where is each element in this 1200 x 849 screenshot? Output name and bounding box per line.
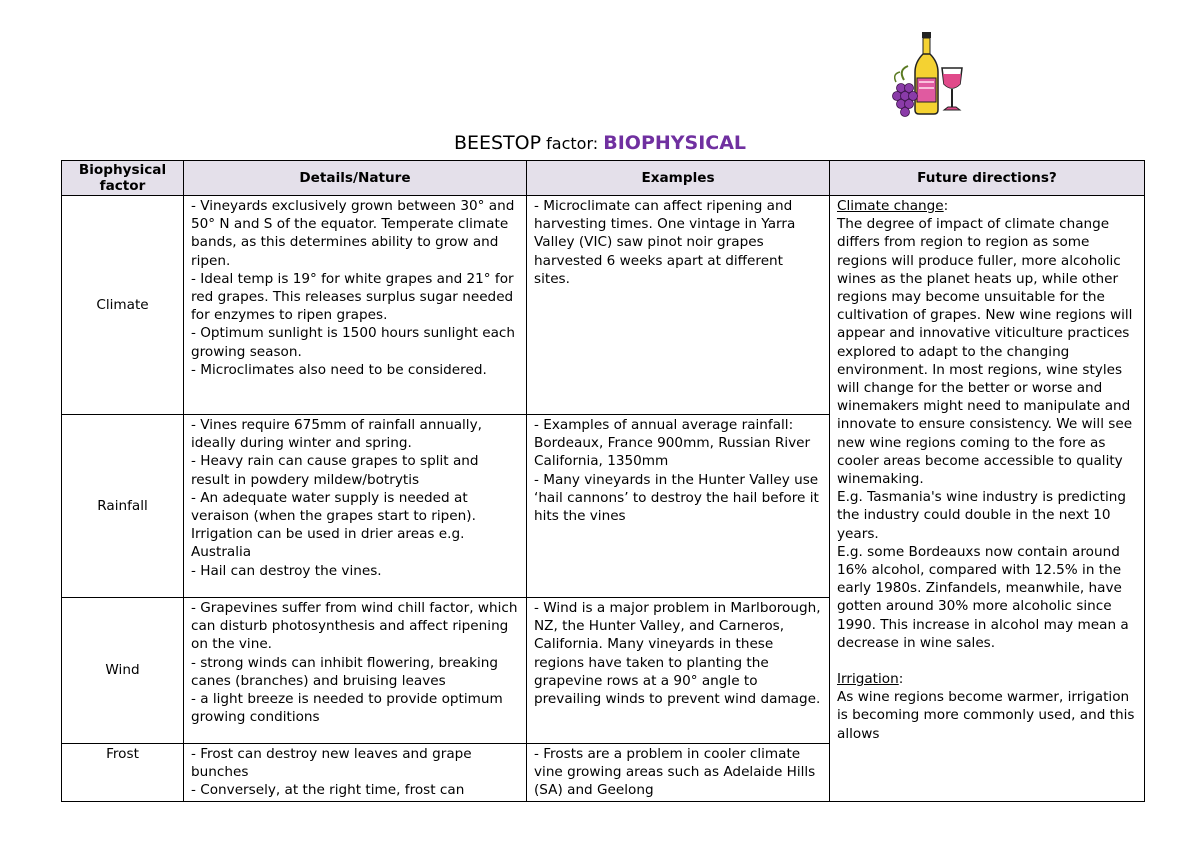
title-highlight: BIOPHYSICAL — [603, 132, 747, 154]
title-factor-word: factor: — [541, 134, 604, 153]
examples-cell: - Frosts are a problem in cooler climate vine growing areas such as Adelaide Hills (SA) and Geelong — [527, 744, 830, 802]
wine-bottle-grapes-glass-icon — [890, 30, 968, 122]
table-row — [62, 196, 1145, 415]
climate-change-text: The degree of impact of climate change differs from region to region as some regions will produce fuller, more alcoholic wines as the planet heats up, while other regions may become unsuitable for the cultivation of grapes. New wine regions will appear and innovative viticulture practices explored to adapt to the changing environment. In most regions, wine styles will change for the better or worse and winemakers might need to manipulate and innovate to ensure consistency. We will see new wine regions coming to the fore as cooler areas become accessible to quality winemaking. E.g. Tasmania's wine industry is predicting the industry could double in the next 10 years. E.g. some Bordeauxs now contain around 16% alcohol, compared with 12.5% in the early 1980s. Zinfandels, meanwhile, have gotten around 30% more alcoholic since 1990. This increase in alcohol may mean a decrease in wine sales. — [837, 216, 1133, 651]
details-cell: - Vines require 675mm of rainfall annually, ideally during winter and spring. - Heavy rain can cause grapes to split and result in powdery mildew/botrytis - An adequate water supply is needed at veraison (when the grapes start to ripen). Irrigation can be used in drier areas e.g. Australia - Hail can destroy the vines. — [184, 415, 527, 598]
factor-cell: Rainfall — [62, 415, 184, 598]
factor-cell: Frost — [62, 744, 184, 802]
details-cell: - Grapevines suffer from wind chill factor, which can disturb photosynthesis and affect ripening on the vine. - strong winds can inhibit flowering, breaking canes (branches) and bruising leaves - a light breeze is needed to provide optimum growing conditions — [184, 598, 527, 744]
factor-cell: Climate — [62, 196, 184, 415]
header-details-nature: Details/Nature — [184, 161, 527, 196]
factor-cell: Wind — [62, 598, 184, 744]
header-biophysical-factor: Biophysical factor — [62, 161, 184, 196]
future-directions-cell — [830, 196, 1145, 802]
header-future-directions: Future directions? — [830, 161, 1145, 196]
details-cell: - Frost can destroy new leaves and grape bunches - Conversely, at the right time, frost can — [184, 744, 527, 802]
irrigation-text: As wine regions become warmer, irrigation is becoming more commonly used, and this allows — [837, 689, 1135, 742]
page-title — [0, 132, 1200, 154]
table-header-row — [62, 161, 1145, 196]
details-cell: - Vineyards exclusively grown between 30° and 50° N and S of the equator. Temperate climate bands, as this determines ability to grow and ripen. - Ideal temp is 19° for white grapes and 21° for red grapes. This releases surplus sugar needed for enzymes to ripen grapes. - Optimum sunlight is 1500 hours sunlight each growing season. - Microclimates also need to be considered. — [184, 196, 527, 415]
irrigation-colon: : — [898, 671, 904, 688]
climate-change-heading: Climate change — [837, 198, 944, 214]
irrigation-heading: Irrigation — [837, 671, 899, 688]
header-examples: Examples — [527, 161, 830, 196]
climate-change-colon: : — [943, 198, 949, 214]
examples-cell: - Examples of annual average rainfall: Bordeaux, France 900mm, Russian River California, 1350mm - Many vineyards in the Hunter Valley use ‘hail cannons’ to destroy the hail before it hits the vines — [527, 415, 830, 598]
examples-cell: - Microclimate can affect ripening and harvesting times. One vintage in Yarra Valley (VIC) saw pinot noir grapes harvested 6 weeks apart at different sites. — [527, 196, 830, 415]
examples-cell: - Wind is a major problem in Marlborough, NZ, the Hunter Valley, and Carneros, California. Many vineyards in these regions have taken to planting the grapevine rows at a 90° angle to prevailing winds to prevent wind damage. — [527, 598, 830, 744]
title-prefix: BEESTOP — [453, 132, 542, 154]
biophysical-table — [61, 160, 1145, 802]
